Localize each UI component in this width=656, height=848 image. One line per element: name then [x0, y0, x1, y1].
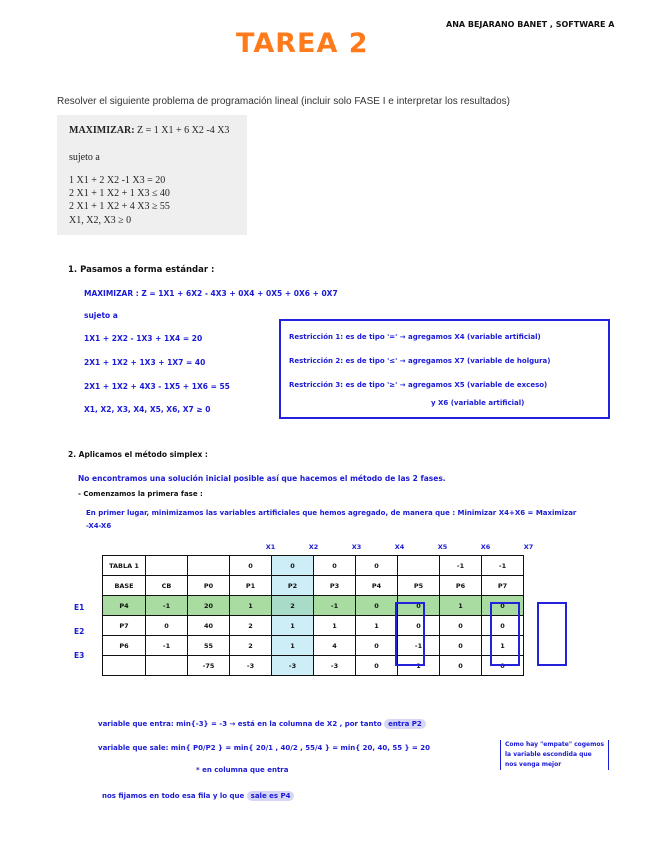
leaving-variable-note: * en columna que entra [196, 766, 289, 774]
table-cell: 55 [188, 636, 230, 656]
step2-line-1: No encontramos una solución inicial posible así que hacemos el método de las 2 fases. [78, 474, 446, 483]
table-cell: 1 [482, 636, 524, 656]
column-box-p6 [490, 602, 520, 666]
table-cell: TABLA 1 [103, 556, 146, 576]
table-cell: -1 [146, 596, 188, 616]
table-cell: -1 [482, 556, 524, 576]
var-label-x6: X6 [480, 543, 491, 551]
final-highlight: sale es P4 [247, 791, 295, 801]
constraint-2: 2 X1 + 1 X2 + 1 X3 ≤ 40 [69, 188, 170, 199]
maximize-label: MAXIMIZAR: [69, 125, 135, 136]
row-label-e1: E1 [74, 603, 85, 612]
entering-variable-highlight: entra P2 [384, 719, 426, 729]
step2-line-2: - Comenzamos la primera fase : [78, 490, 203, 498]
step2-line-4: -X4-X6 [86, 522, 112, 530]
standard-constraint-3: 2X1 + 1X2 + 4X3 - 1X5 + 1X6 = 55 [84, 382, 230, 391]
table-cell: -3 [272, 656, 314, 676]
table-cell: P6 [103, 636, 146, 656]
row-label-e2: E2 [74, 627, 85, 636]
table-cell: 1 [440, 596, 482, 616]
restriction-note-1: Restricción 1: es de tipo '=' → agregamos X4 (variable artificial) [289, 333, 541, 341]
table-cell: 0 [482, 656, 524, 676]
problem-box [57, 115, 247, 235]
entering-variable-line [98, 720, 426, 728]
table-cell: 0 [440, 616, 482, 636]
table-cell: 2 [272, 596, 314, 616]
var-label-x5: X5 [437, 543, 448, 551]
table-cell: 0 [440, 636, 482, 656]
table-cell: 0 [230, 556, 272, 576]
simplex-table [102, 555, 524, 676]
nonnegativity: X1, X2, X3 ≥ 0 [69, 215, 132, 226]
table-cell: 0 [356, 556, 398, 576]
var-label-x7: X7 [523, 543, 534, 551]
table-cell: 0 [356, 596, 398, 616]
table-cell: P2 [272, 576, 314, 596]
var-label-x2: X2 [308, 543, 319, 551]
table-cell: 0 [482, 596, 524, 616]
table-cell [103, 656, 146, 676]
table-cell: 1 [314, 616, 356, 636]
table-cell: CB [146, 576, 188, 596]
tie-note-line-2: la variable escondida que [505, 751, 592, 758]
table-cell: -1 [440, 556, 482, 576]
table-cell: P7 [482, 576, 524, 596]
standard-constraint-1: 1X1 + 2X2 - 1X3 + 1X4 = 20 [84, 334, 203, 343]
table-cell: BASE [103, 576, 146, 596]
step1-heading: 1. Pasamos a forma estándar : [68, 265, 215, 275]
table-cell [146, 656, 188, 676]
table-row [103, 556, 524, 576]
entering-variable-text: variable que entra: min{-3} = -3 → está en la columna de X2 , por tanto [98, 720, 382, 728]
leaving-variable-text: variable que sale: min{ P0/P2 } = min{ 20/1 , 40/2 , 55/4 } = min{ 20, 40, 55 } = 20 [98, 744, 430, 752]
tie-note-line-3: nos venga mejor [505, 761, 562, 768]
var-label-x4: X4 [394, 543, 405, 551]
table-cell: -3 [230, 656, 272, 676]
table-cell: P7 [103, 616, 146, 636]
column-box-p4 [395, 602, 425, 666]
standard-constraint-2: 2X1 + 1X2 + 1X3 + 1X7 = 40 [84, 358, 206, 367]
table-cell: 0 [146, 616, 188, 636]
table-cell [398, 556, 440, 576]
table-cell: 2 [230, 636, 272, 656]
restriction-note-4: y X6 (variable artificial) [431, 399, 525, 407]
subject-to: sujeto a [69, 152, 100, 163]
final-line [102, 792, 294, 800]
standard-nonnegativity: X1, X2, X3, X4, X5, X6, X7 ≥ 0 [84, 405, 211, 414]
instruction-text: Resolver el siguiente problema de programación lineal (incluir solo FASE I e interpretar los resultados) [57, 96, 510, 107]
table-cell: 0 [398, 596, 440, 616]
table-cell: 1 [398, 656, 440, 676]
table-cell: 20 [188, 596, 230, 616]
table-cell: 1 [230, 596, 272, 616]
final-text: nos fijamos en todo esa fila y lo que [102, 792, 245, 800]
table-cell: 1 [272, 636, 314, 656]
var-label-x1: X1 [265, 543, 276, 551]
constraint-3: 2 X1 + 1 X2 + 4 X3 ≥ 55 [69, 201, 170, 212]
table-cell: 0 [398, 616, 440, 636]
table-cell: 0 [356, 636, 398, 656]
table-cell: -1 [314, 596, 356, 616]
step2-line-3: En primer lugar, minimizamos las variables artificiales que hemos agregado, de manera que : Minimizar X4+X6 = Maximizar [86, 509, 577, 517]
constraint-1: 1 X1 + 2 X2 -1 X3 = 20 [69, 175, 166, 186]
table-cell: 4 [314, 636, 356, 656]
objective-line [69, 125, 229, 136]
tie-note-line-1: Como hay "empate" cogemos [505, 741, 605, 748]
table-cell [188, 556, 230, 576]
standard-subject-to: sujeto a [84, 311, 118, 320]
table-cell: 40 [188, 616, 230, 636]
restrictions-note-box [279, 319, 610, 419]
objective-function: Z = 1 X1 + 6 X2 -4 X3 [137, 125, 230, 136]
table-cell: P3 [314, 576, 356, 596]
table-row [103, 576, 524, 596]
table-cell: 0 [440, 656, 482, 676]
table-cell: 1 [356, 616, 398, 636]
page-title: TAREA 2 [236, 28, 369, 59]
table-cell: P4 [356, 576, 398, 596]
table-cell: -75 [188, 656, 230, 676]
table-cell: 1 [272, 616, 314, 636]
table-cell: 2 [230, 616, 272, 636]
table-cell: 0 [314, 556, 356, 576]
table-cell [146, 556, 188, 576]
table-cell: P6 [440, 576, 482, 596]
restriction-note-3: Restricción 3: es de tipo '≥' → agregamos X5 (variable de exceso) [289, 381, 548, 389]
table-cell: -3 [314, 656, 356, 676]
table-row [103, 656, 524, 676]
column-box-p7 [537, 602, 567, 666]
table-cell: -1 [398, 636, 440, 656]
table-row [103, 596, 524, 616]
table-cell: P1 [230, 576, 272, 596]
step2-heading: 2. Aplicamos el método simplex : [68, 450, 208, 459]
table-row [103, 636, 524, 656]
standard-objective: MAXIMIZAR : Z = 1X1 + 6X2 - 4X3 + 0X4 + 0X5 + 0X6 + 0X7 [84, 289, 338, 298]
restriction-note-2: Restricción 2: es de tipo '≤' → agregamos X7 (variable de holgura) [289, 357, 551, 365]
table-cell: P0 [188, 576, 230, 596]
row-label-e3: E3 [74, 651, 85, 660]
table-cell: 0 [272, 556, 314, 576]
table-cell: 0 [482, 616, 524, 636]
table-row [103, 616, 524, 636]
var-label-x3: X3 [351, 543, 362, 551]
author-name: ANA BEJARANO BANET , SOFTWARE A [446, 20, 615, 29]
table-cell: P5 [398, 576, 440, 596]
table-cell: 0 [356, 656, 398, 676]
tie-note [500, 740, 609, 770]
table-cell: -1 [146, 636, 188, 656]
table-cell: P4 [103, 596, 146, 616]
